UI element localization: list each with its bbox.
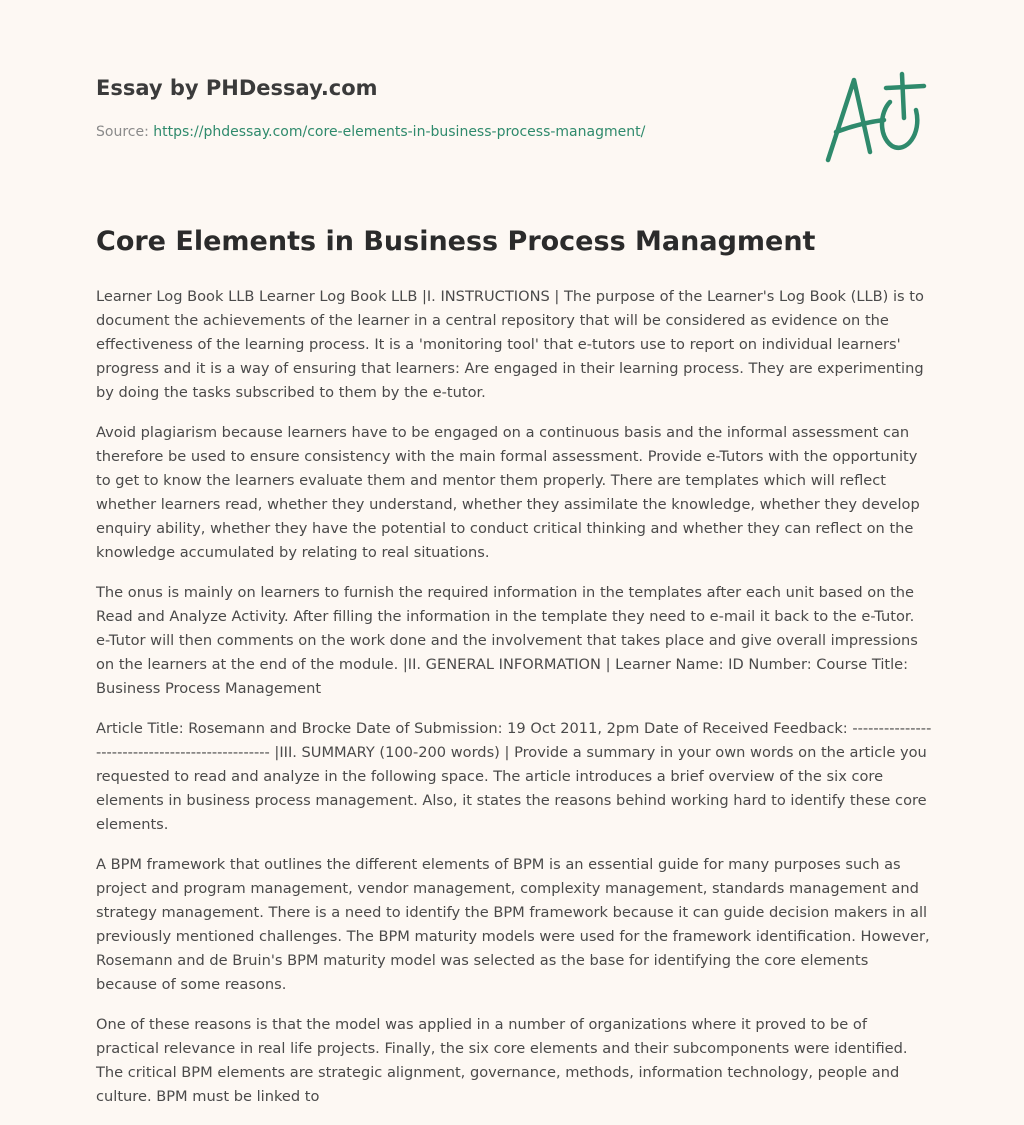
a-plus-logo-icon — [824, 66, 928, 166]
brand-title: Essay by PHDessay.com — [96, 76, 378, 100]
paragraph: The onus is mainly on learners to furnish the required information in the templates after each unit based on the Read and Analyze Activity. After filling the information in the template they need to e-mail it back to the e-Tutor. e-Tutor will then comments on the work done and the involvement that takes place and give overall impressions on the learners at the end of the module. |II. GENERAL INFORMATION | Learner Name: ID Number: Course Title: Business Process Management — [96, 584, 918, 697]
paragraph: Learner Log Book LLB Learner Log Book LLB |I. INSTRUCTIONS | The purpose of the Learner's Log Book (LLB) is to document the achievements of the learner in a central repository that will be considered as evidence on the effectiveness of the learning process. It is a 'monitoring tool' that e-tutors use to report on individual learners' progress and it is a way of ensuring that learners: Are engaged in their learning process. They are experimenting by doing the tasks subscribed to them by the e-tutor. — [96, 288, 924, 401]
paragraph: Avoid plagiarism because learners have to be engaged on a continuous basis and the informal assessment can therefore be used to ensure consistency with the main formal assessment. Provide e-Tutors with the opportunity to get to know the learners evaluate them and mentor them properly. There are templates which will reflect whether learners read, whether they understand, whether they assimilate the knowledge, whether they develop enquiry ability, whether they have the potential to conduct critical thinking and whether they can reflect on the knowledge accumulated by relating to real situations. — [96, 424, 920, 561]
paragraph: A BPM framework that outlines the different elements of BPM is an essential guide for many purposes such as project and program management, vendor management, complexity management, standards management and strategy management. There is a need to identify the BPM framework because it can guide decision makers in all previously mentioned challenges. The BPM maturity models were used for the framework identification. However, Rosemann and de Bruin's BPM maturity model was selected as the base for identifying the core elements because of some reasons. — [96, 856, 930, 993]
paragraph: Article Title: Rosemann and Brocke Date of Submission: 19 Oct 2011, 2pm Date of Received Feedback: ------------------------------------------------ |III. SUMMARY (100-200 words) | Provide a summary in your own words on the article you requested to read and analyze in the following space. The article introduces a brief overview of the six core elements in business process management. Also, it states the reasons behind working hard to identify these core elements. — [96, 720, 932, 833]
header — [96, 0, 928, 200]
article-body — [96, 285, 932, 1125]
source-line — [96, 124, 645, 140]
source-label: Source: — [96, 124, 149, 140]
paragraph: One of these reasons is that the model was applied in a number of organizations where it proved to be of practical relevance in real life projects. Finally, the six core elements and their subcomponents were identified. The critical BPM elements are strategic alignment, governance, methods, information technology, people and culture. BPM must be linked to — [96, 1016, 908, 1105]
article-title: Core Elements in Business Process Managment — [96, 226, 816, 257]
source-link[interactable]: https://phdessay.com/core-elements-in-business-process-managment/ — [153, 124, 646, 140]
